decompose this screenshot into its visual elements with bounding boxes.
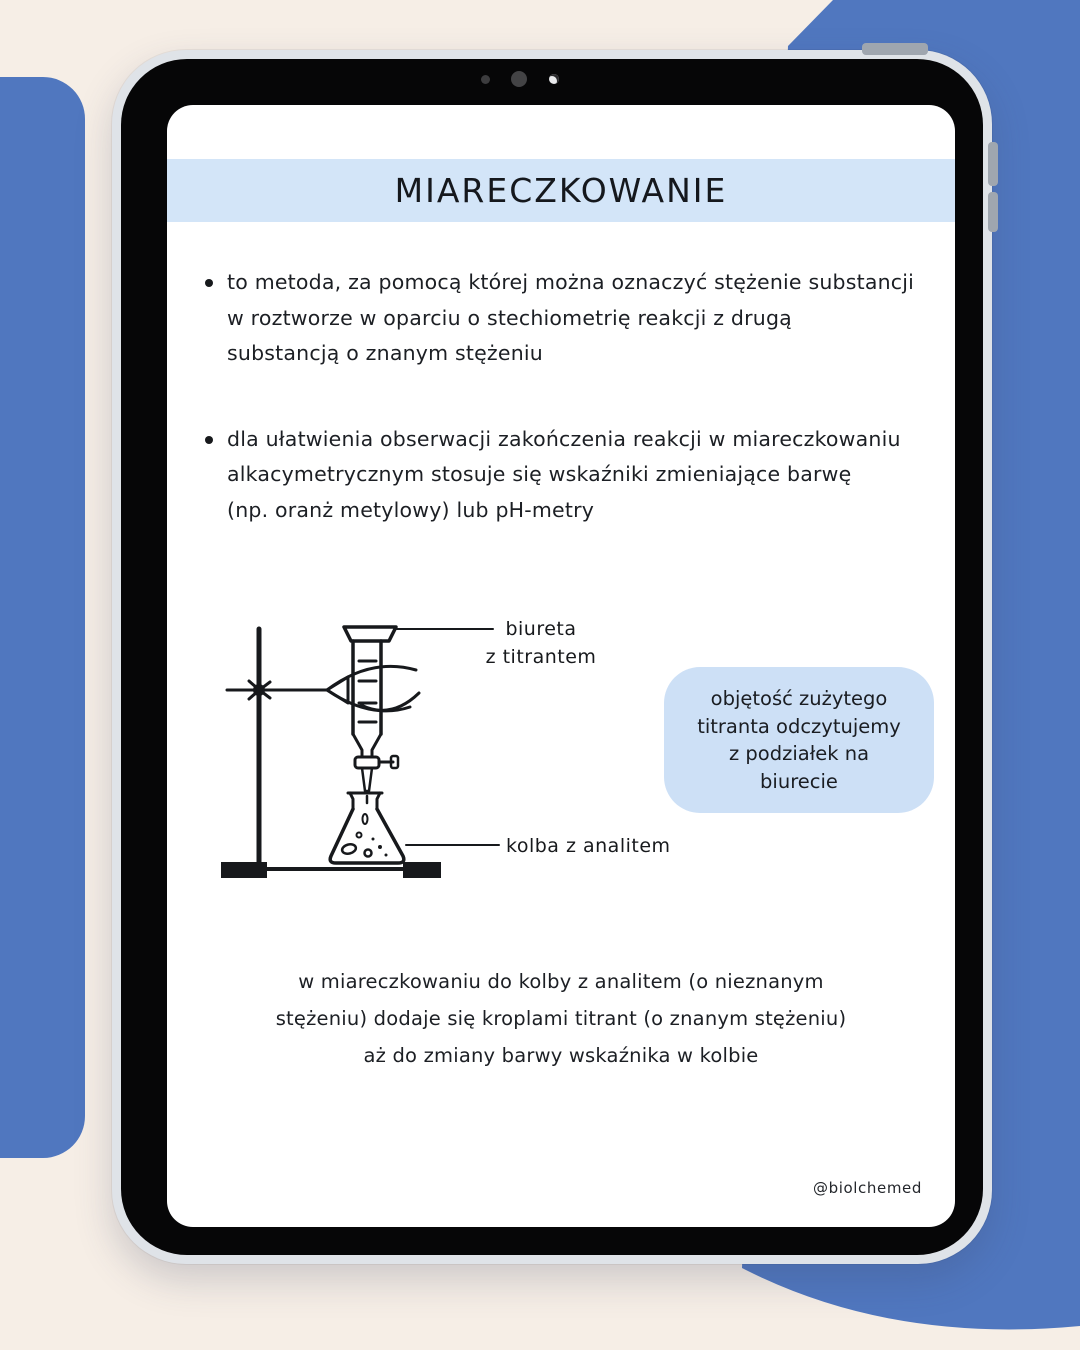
bullet-line: (np. oranż metylowy) lub pH-metry bbox=[227, 497, 595, 522]
tablet-frame bbox=[112, 50, 992, 1264]
bullet-item bbox=[205, 422, 929, 529]
camera-sensor-dot bbox=[481, 75, 490, 84]
burette bbox=[344, 627, 398, 803]
bullet-line: to metoda, za pomocą której można oznaczyć stężenie substancji bbox=[227, 270, 915, 294]
bullet-text bbox=[227, 265, 914, 372]
callout-bubble bbox=[664, 667, 934, 813]
closing-paragraph bbox=[167, 963, 955, 1074]
burette-label-line2: z titrantem bbox=[485, 646, 597, 668]
bullet-text bbox=[227, 422, 901, 529]
burette-label-line1: biureta bbox=[505, 618, 577, 640]
bullet-line: alkacymetrycznym stosuje się wskaźniki zmieniające barwę bbox=[227, 462, 852, 486]
closing-line: w miareczkowaniu do kolby z analitem (o nieznanym bbox=[298, 970, 824, 993]
tablet-volume-down-button bbox=[988, 192, 998, 232]
bullet-line: dla ułatwienia obserwacji zakończenia reakcji w miareczkowaniu bbox=[227, 426, 901, 451]
stopcock bbox=[355, 757, 379, 768]
titration-diagram bbox=[209, 607, 679, 899]
callout-line: biurecie bbox=[760, 769, 838, 793]
tablet-screen bbox=[167, 105, 955, 1227]
closing-line: stężeniu) dodaje się kroplami titrant (o znanym stężeniu) bbox=[275, 1007, 847, 1030]
flask-label: kolba z analitem bbox=[506, 835, 671, 857]
tablet-volume-up-button bbox=[988, 142, 998, 186]
callout-line: objętość zużytego bbox=[710, 687, 888, 710]
camera-lens-icon bbox=[511, 71, 527, 87]
callout-line: titranta odczytujemy bbox=[697, 714, 901, 738]
bullet-dot bbox=[205, 279, 213, 287]
clamp bbox=[227, 681, 327, 699]
stand bbox=[221, 629, 441, 878]
callout-line: z podziałek na bbox=[728, 742, 870, 765]
bullet-item bbox=[205, 265, 929, 372]
closing-line: aż do zmiany barwy wskaźnika w kolbie bbox=[363, 1044, 759, 1067]
tablet-bezel bbox=[121, 59, 983, 1255]
page-title: MIARECZKOWANIE bbox=[394, 171, 728, 210]
author-handle: @biolchemed bbox=[813, 1179, 922, 1197]
bullet-line: substancją o znanym stężeniu bbox=[227, 341, 543, 365]
bullet-line: w roztworze w oparciu o stechiometrię reakcji z drugą bbox=[227, 305, 792, 330]
bullet-dot bbox=[205, 436, 213, 444]
bullet-list bbox=[205, 265, 929, 528]
camera-glare-dot bbox=[549, 74, 559, 84]
tablet-power-button bbox=[862, 43, 928, 55]
